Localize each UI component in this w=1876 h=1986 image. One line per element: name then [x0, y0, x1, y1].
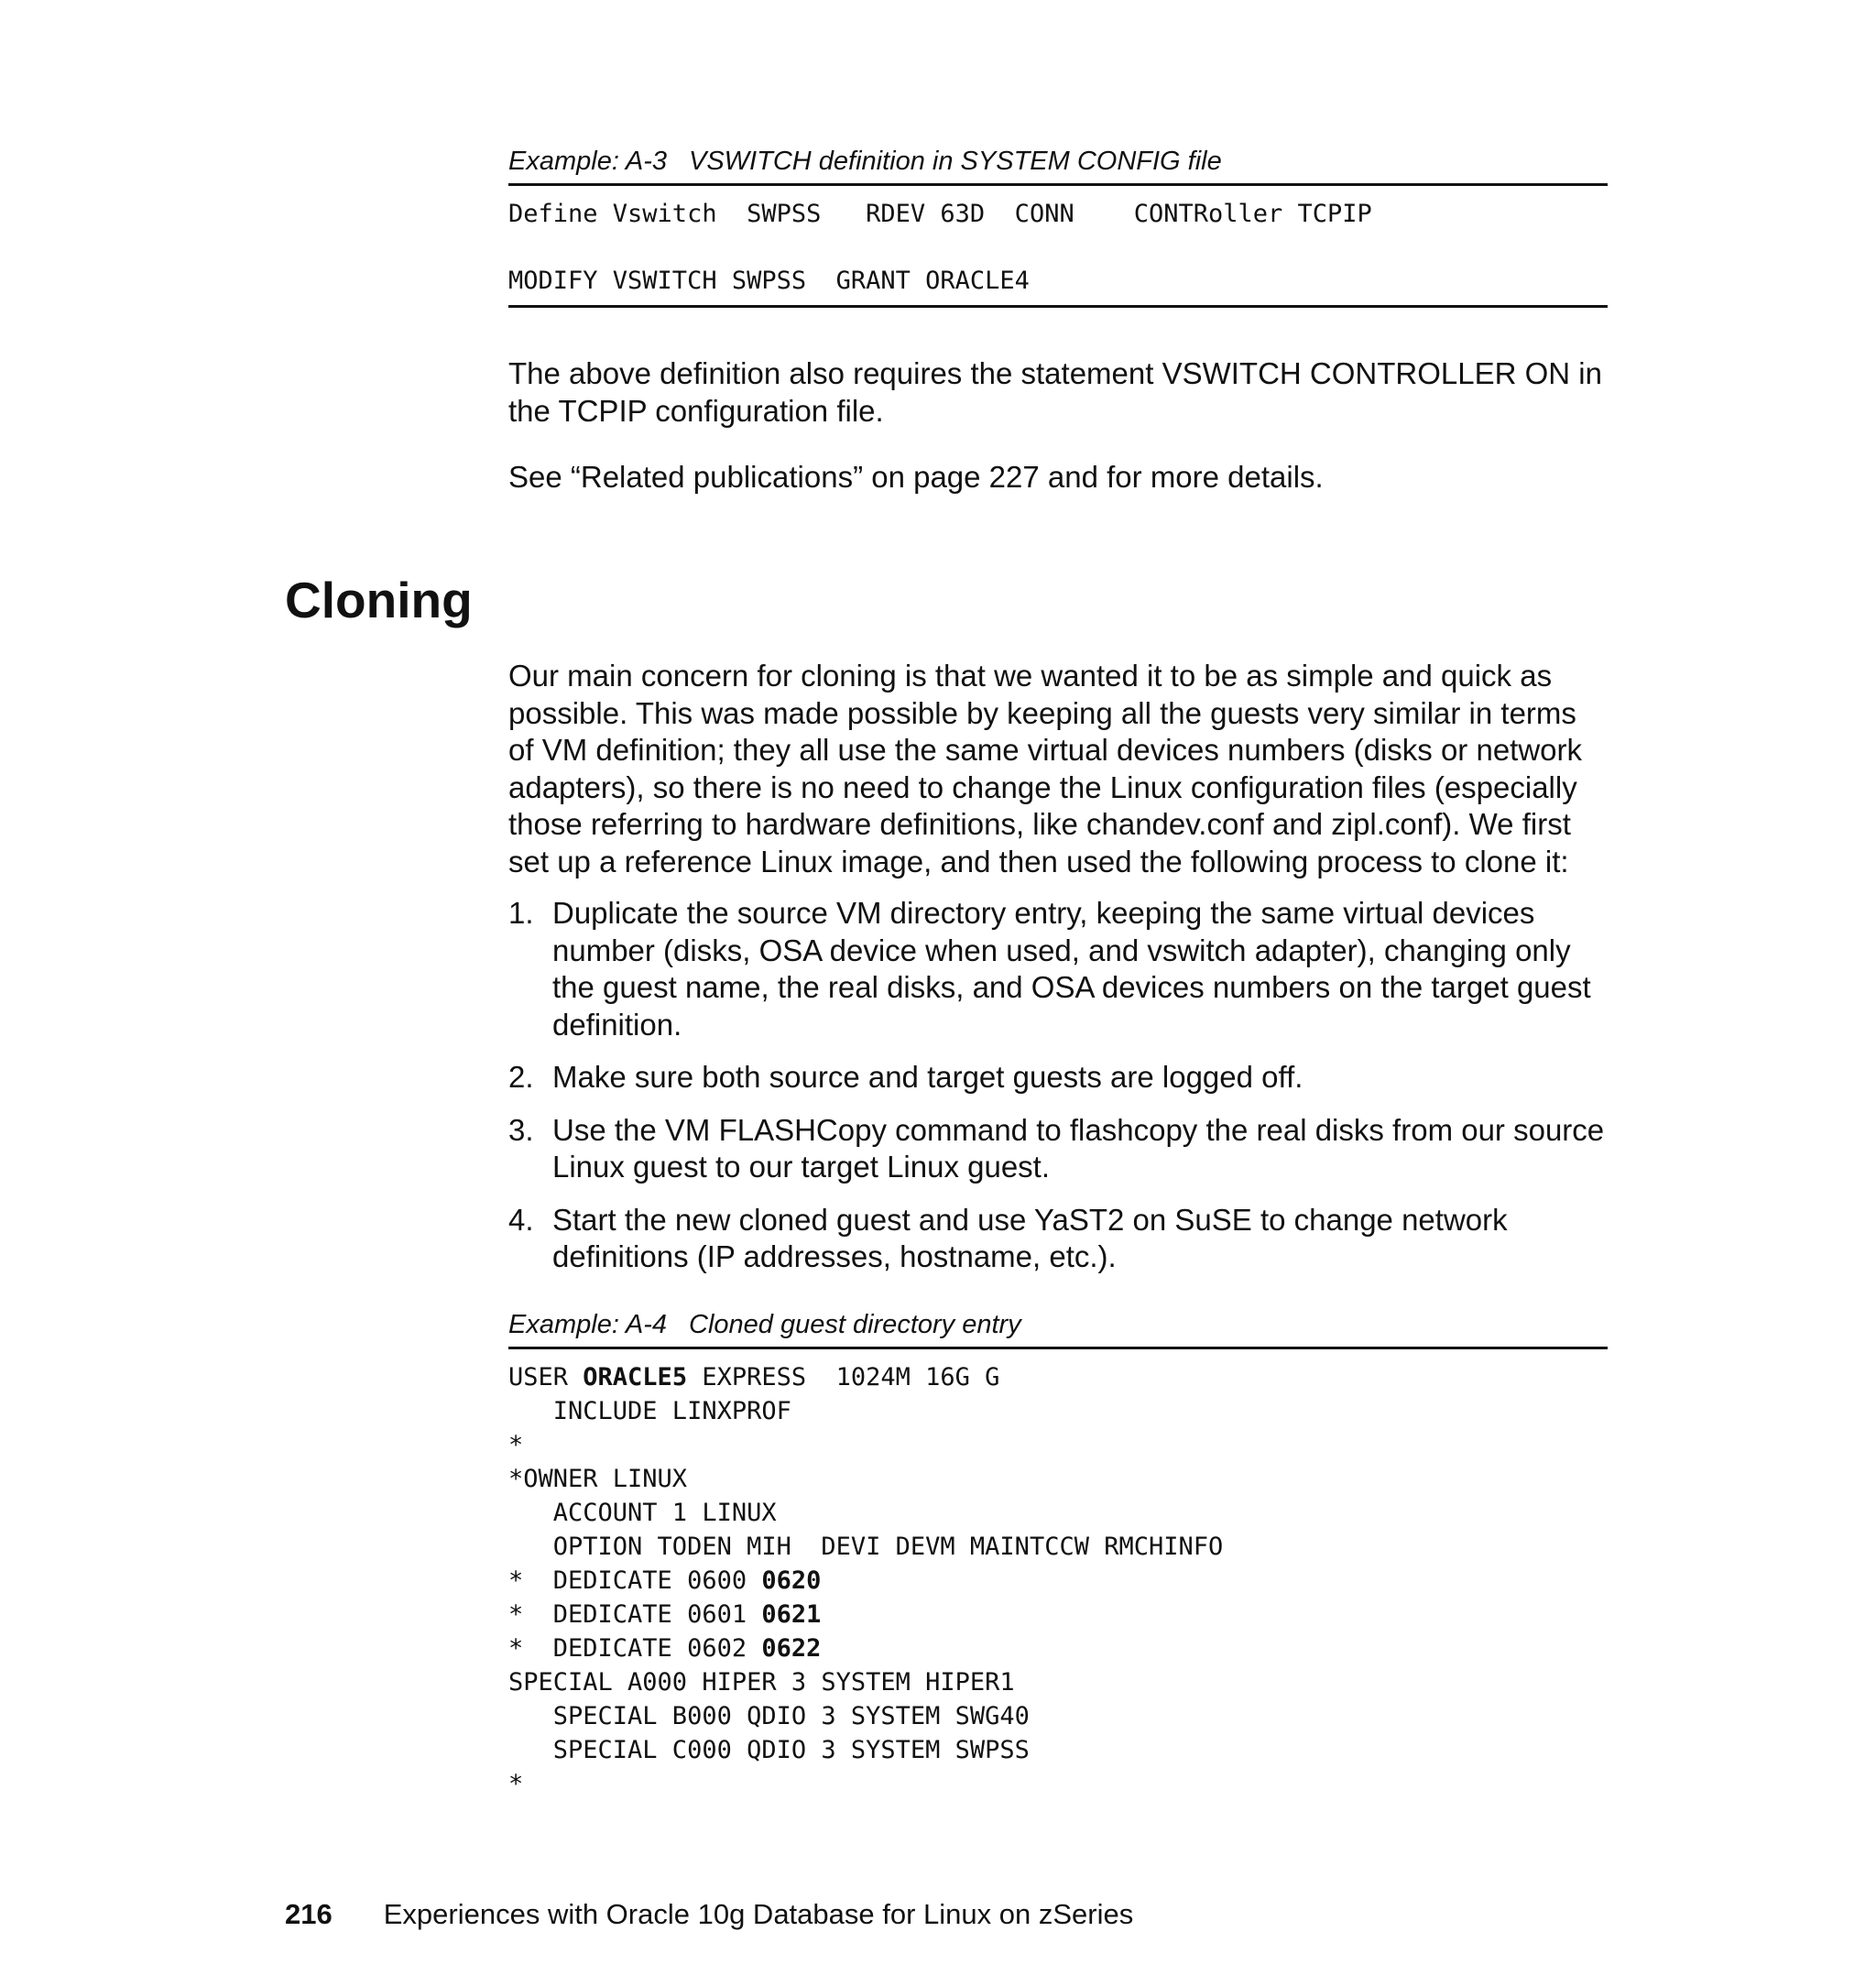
code-text: ACCOUNT 1 LINUX: [508, 1499, 777, 1527]
code-text: SPECIAL B000 QDIO 3 SYSTEM SWG40: [508, 1702, 1030, 1730]
steps-list: [508, 895, 1608, 1276]
cloning-body: [508, 658, 1608, 1292]
page-footer: [285, 1896, 1133, 1933]
code-bold-token: 0621: [761, 1600, 822, 1629]
a3-notes: [508, 355, 1608, 511]
code-line: [508, 1428, 1608, 1462]
code-line: [508, 1665, 1608, 1699]
code-line: MODIFY VSWITCH SWPSS GRANT ORACLE4: [508, 267, 1030, 295]
paragraph-see-related: See “Related publications” on page 227 and for more details.: [508, 460, 1324, 494]
list-item-number: 3.: [508, 1112, 534, 1147]
list-item-text: Use the VM FLASHCopy command to flashcopy the real disks from our source Linux guest to our target Linux guest.: [552, 1112, 1605, 1184]
code-line: Define Vswitch SWPSS RDEV 63D CONN CONTRoller TCPIP: [508, 200, 1372, 228]
code-line: [508, 1631, 1608, 1665]
example-a4: [508, 1308, 1608, 1801]
list-item-number: 1.: [508, 896, 534, 930]
code-line: [508, 1462, 1608, 1496]
code-line: [508, 1496, 1608, 1530]
code-text: *: [508, 1770, 524, 1798]
list-item: [508, 895, 1608, 1043]
code-bold-token: 0620: [761, 1566, 822, 1595]
code-text: SPECIAL A000 HIPER 3 SYSTEM HIPER1: [508, 1668, 1015, 1697]
example-a3-title: VSWITCH definition in SYSTEM CONFIG file: [689, 147, 1222, 176]
list-item-number: 2.: [508, 1060, 534, 1094]
list-item-text: Start the new cloned guest and use YaST2 on SuSE to change network definitions (IP addresses, hostname, etc.).: [552, 1202, 1508, 1273]
section-title: Cloning: [285, 572, 473, 628]
list-item-number: 4.: [508, 1202, 534, 1237]
code-line: [508, 1394, 1608, 1428]
example-a3-code: [508, 186, 1608, 308]
list-item: [508, 1202, 1608, 1276]
code-text: *OWNER LINUX: [508, 1465, 688, 1493]
code-text: USER: [508, 1363, 584, 1391]
list-item-text: Duplicate the source VM directory entry, keeping the same virtual devices number (disks, OSA device when used, and vswitch adapter), changing only the guest name, the real disks, and OSA devices numbers on the target guest definition.: [552, 896, 1591, 1042]
code-line: [508, 1360, 1608, 1394]
code-text: EXPRESS 1024M 16G G: [687, 1363, 1000, 1391]
code-text: * DEDICATE 0602: [508, 1634, 762, 1663]
example-a3-caption: [508, 145, 1608, 186]
code-line: [508, 1564, 1608, 1598]
code-line: [508, 1767, 1608, 1801]
example-a3-label: Example: A-3: [508, 147, 667, 176]
paragraph: Our main concern for cloning is that we wanted it to be as simple and quick as possible. This was made possible by keeping all the guests very similar in terms of VM definition; they all use the same virtual devices numbers (disks or network adapters), so there is no need to change the Linux configuration files (especially those referring to hardware definitions, like chandev.conf and zipl.conf). We first set up a reference Linux image, and then used the following process to clone it:: [508, 659, 1583, 878]
example-a4-title: Cloned guest directory entry: [689, 1310, 1021, 1339]
paragraph: The above definition also requires the statement VSWITCH CONTROLLER ON in the TCPIP configuration file.: [508, 356, 1602, 428]
code-text: SPECIAL C000 QDIO 3 SYSTEM SWPSS: [508, 1736, 1030, 1764]
example-a4-label: Example: A-4: [508, 1310, 667, 1339]
code-text: * DEDICATE 0601: [508, 1600, 762, 1629]
list-item: [508, 1112, 1608, 1186]
example-a4-caption: [508, 1308, 1608, 1349]
code-text: * DEDICATE 0600: [508, 1566, 762, 1595]
code-line: [508, 1598, 1608, 1631]
code-bold-token: 0622: [761, 1634, 822, 1663]
list-item: [508, 1059, 1608, 1097]
code-text: *: [508, 1431, 524, 1459]
code-line: [508, 1733, 1608, 1767]
page-number: 216: [285, 1898, 333, 1930]
code-line: [508, 1530, 1608, 1564]
code-text: OPTION TODEN MIH DEVI DEVM MAINTCCW RMCHINFO: [508, 1533, 1224, 1561]
example-a3: [508, 145, 1608, 308]
code-line: [508, 1699, 1608, 1733]
book-title: Experiences with Oracle 10g Database for Linux on zSeries: [383, 1898, 1134, 1930]
code-bold-token: ORACLE5: [583, 1363, 688, 1391]
example-a4-code: [508, 1349, 1608, 1801]
code-text: INCLUDE LINXPROF: [508, 1397, 791, 1425]
list-item-text: Make sure both source and target guests are logged off.: [552, 1060, 1303, 1094]
